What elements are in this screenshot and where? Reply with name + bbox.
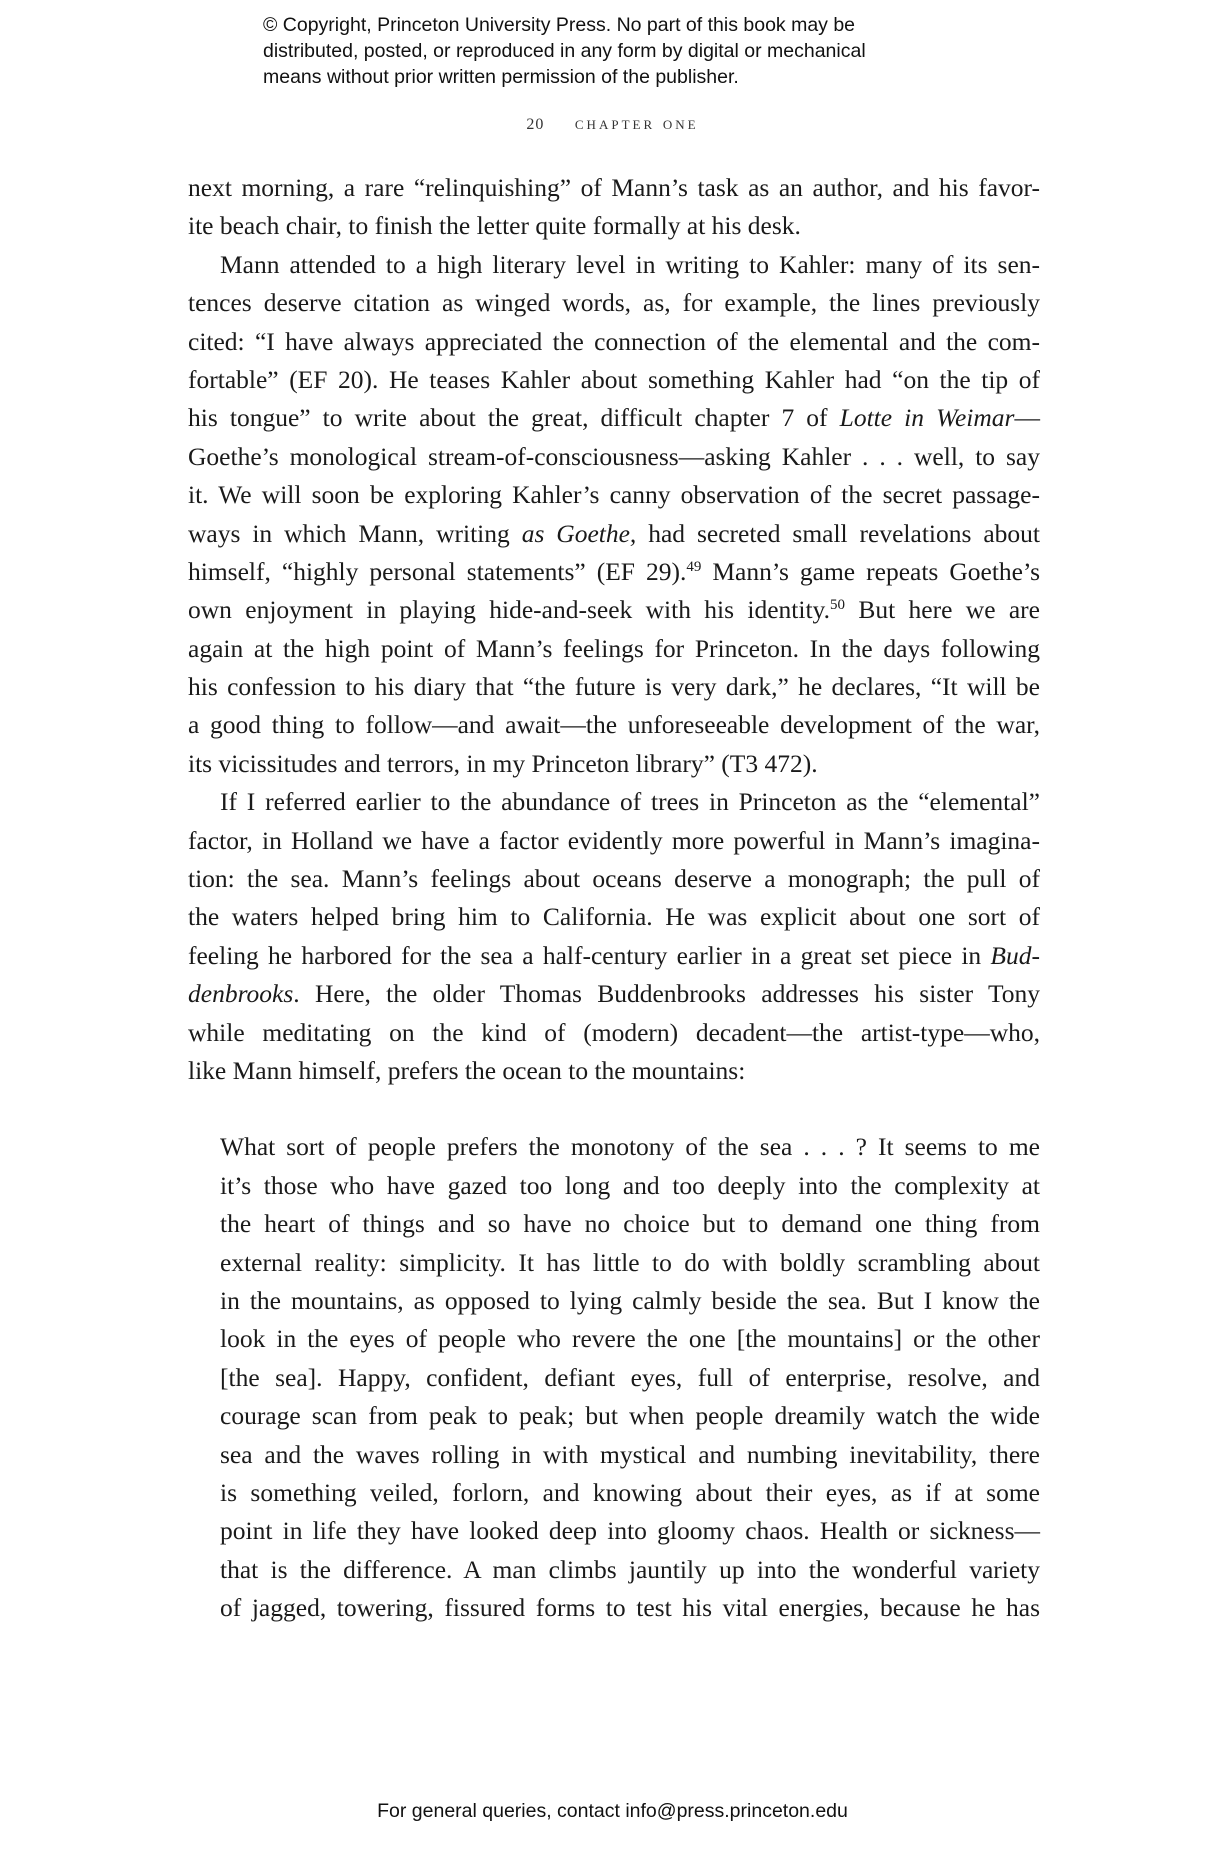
text-line: his confession to his diary that “the future is very dark,” he declares, “It will be — [188, 672, 1040, 702]
quote-line: of jagged, towering, fissured forms to test his vital energies, because he has — [220, 1593, 1040, 1623]
copyright-line: © Copyright, Princeton University Press. No part of this book may be — [263, 14, 856, 36]
quote-line: look in the eyes of people who revere the one [the mountains] or the other — [220, 1324, 1040, 1354]
quote-line: that is the difference. A man climbs jauntily up into the wonderful variety — [220, 1554, 1040, 1584]
text-line: again at the high point of Mann’s feelings for Princeton. In the days following — [188, 633, 1040, 663]
footer-contact: For general queries, contact info@press.princeton.edu — [377, 1800, 848, 1822]
text-segment: his tongue” to write about the great, difficult chapter 7 of — [188, 403, 840, 433]
quote-line: external reality: simplicity. It has little to do with boldly scrambling about — [220, 1247, 1040, 1277]
text-line — [188, 399, 1040, 437]
text-segment: had secreted small revelations about — [636, 518, 1040, 548]
text-segment: ways in which Mann, writing — [188, 518, 522, 548]
page-number: 20 — [526, 116, 545, 133]
quote-line: is something veiled, forlorn, and knowing about their eyes, as if at some — [220, 1477, 1040, 1507]
text-line: If I referred earlier to the abundance of trees in Princeton as the “elemental” — [220, 787, 1040, 817]
text-line: factor, in Holland we have a factor evidently more powerful in Mann’s imagina- — [188, 825, 1040, 855]
quote-line: point in life they have looked deep into gloomy chaos. Health or sickness— — [220, 1516, 1040, 1546]
copyright-line: means without prior written permission of the publisher. — [263, 66, 739, 88]
text-line: while meditating on the kind of (modern) decadent—the artist-type—who, — [188, 1017, 1040, 1047]
text-segment: feeling he harbored for the sea a half-century earlier in a great set piece in — [188, 940, 991, 970]
quote-line: What sort of people prefers the monotony of the sea . . . ? It seems to me — [220, 1132, 1040, 1162]
text-line — [188, 975, 1040, 1013]
text-line: Goethe’s monological stream-of-consciousness—asking Kahler . . . well, to say — [188, 441, 1040, 471]
text-line: tences deserve citation as winged words, as, for example, the lines previously — [188, 288, 1040, 318]
text-line: fortable” (EF 20). He teases Kahler about something Kahler had “on the tip of — [188, 364, 1040, 394]
book-title-italic: denbrooks — [188, 979, 294, 1009]
body-text — [188, 169, 1040, 1627]
block-quote — [188, 1128, 1040, 1627]
text-line — [188, 591, 1040, 629]
quote-line: sea and the waves rolling in with mystical and numbing inevitability, there — [220, 1439, 1040, 1469]
quote-line: [the sea]. Happy, confident, defiant eyes, full of enterprise, resolve, and — [220, 1362, 1040, 1392]
quote-line: courage scan from peak to peak; but when people dreamily watch the wide — [220, 1401, 1040, 1431]
text-line: ite beach chair, to finish the letter quite formally at his desk. — [188, 211, 801, 241]
text-line: Mann attended to a high literary level in writing to Kahler: many of its sen- — [220, 249, 1040, 279]
text-line: tion: the sea. Mann’s feelings about oceans deserve a monograph; the pull of — [188, 864, 1040, 894]
text-line: it. We will soon be exploring Kahler’s canny observation of the secret passage- — [188, 480, 1040, 510]
text-line — [188, 515, 1040, 553]
copyright-line: distributed, posted, or reproduced in any form by digital or mechanical — [263, 40, 866, 62]
text-line: cited: “I have always appreciated the connection of the elemental and the com- — [188, 326, 1040, 356]
text-segment: Mann’s game repeats Goethe’s — [701, 556, 1040, 586]
italic-phrase: as Goethe, — [521, 518, 637, 548]
text-line: like Mann himself, prefers the ocean to the mountains: — [188, 1055, 746, 1085]
text-line: a good thing to follow—and await—the unforeseeable development of the war, — [188, 710, 1040, 740]
text-line: its vicissitudes and terrors, in my Princeton library” (T3 472). — [188, 748, 818, 778]
quote-line: in the mountains, as opposed to lying calmly beside the sea. But I know the — [220, 1285, 1040, 1315]
text-segment: himself, “highly personal statements” (EF 29). — [188, 556, 687, 586]
book-title-italic: Bud- — [990, 940, 1040, 970]
text-line: next morning, a rare “relinquishing” of Mann’s task as an author, and his favor- — [188, 173, 1040, 202]
quote-line: the heart of things and so have no choice but to demand one thing from — [220, 1209, 1040, 1239]
text-line: the waters helped bring him to California. He was explicit about one sort of — [188, 902, 1040, 932]
quote-line: it’s those who have gazed too long and too deeply into the complexity at — [220, 1170, 1040, 1200]
text-line — [188, 553, 1040, 591]
text-segment: — — [1014, 403, 1040, 433]
text-segment: own enjoyment in playing hide-and-seek with his identity. — [188, 595, 831, 625]
copyright-notice — [263, 12, 983, 90]
running-head — [0, 113, 1225, 135]
footnote-ref: 49 — [686, 558, 702, 575]
text-segment: But here we are — [845, 595, 1040, 625]
chapter-title: chapter one — [574, 113, 699, 134]
text-segment: . Here, the older Thomas Buddenbrooks addresses his sister Tony — [293, 979, 1040, 1009]
text-line — [188, 937, 1040, 975]
footnote-ref: 50 — [830, 597, 846, 614]
book-title-italic: Lotte in Weimar — [839, 403, 1015, 433]
